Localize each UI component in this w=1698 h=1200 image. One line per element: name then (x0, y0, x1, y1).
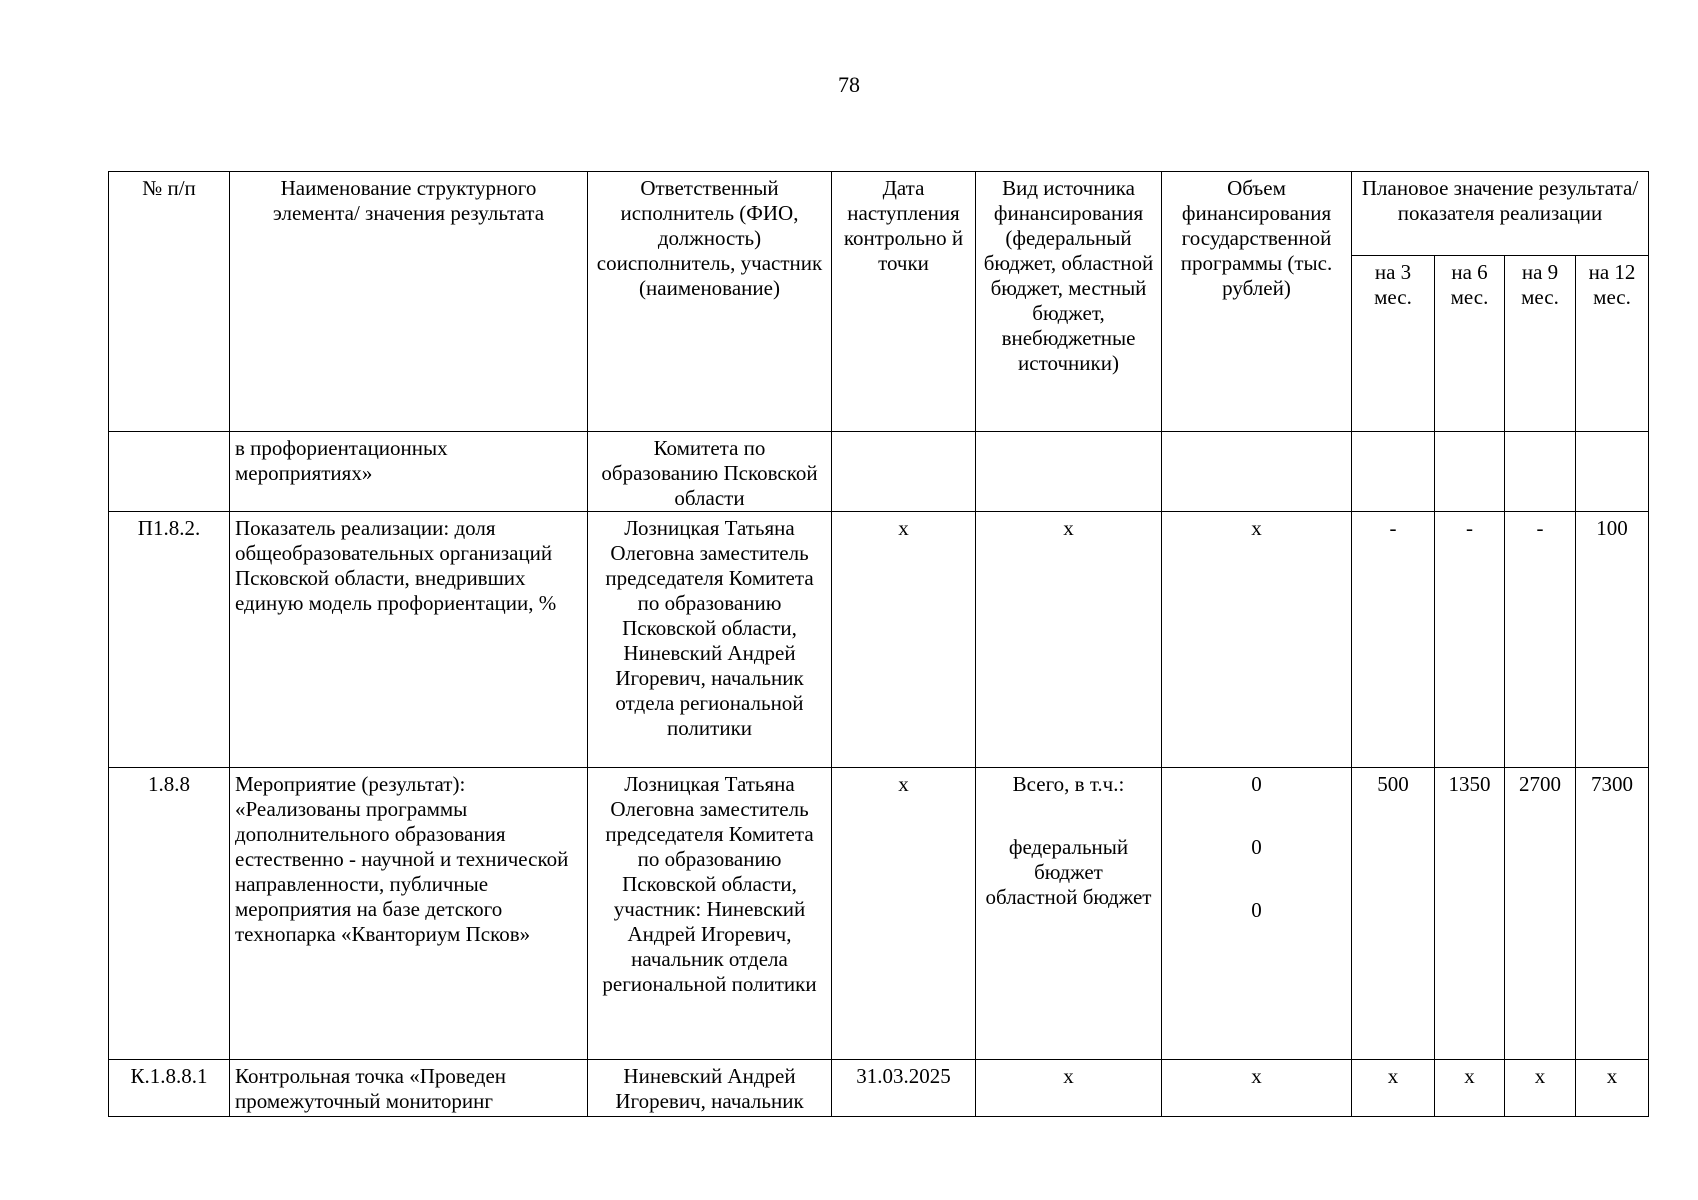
cell-name: Контрольная точка «Проведен промежуточный мониторинг (230, 1060, 588, 1117)
cell-m9 (1505, 432, 1576, 512)
cell-m9: - (1505, 512, 1576, 768)
cell-volume: х (1162, 1060, 1352, 1117)
cell-name: Мероприятие (результат): «Реализованы программы дополнительного образования естественно - научной и технической направленности, публичные мероприятия на базе детского технопарка «Кванториум Псков» (230, 768, 588, 1060)
header-m3: на 3 мес. (1352, 256, 1435, 432)
cell-m12: 7300 (1576, 768, 1649, 1060)
cell-date: х (832, 768, 976, 1060)
cell-responsible: Комитета по образованию Псковской области (588, 432, 832, 512)
page-number: 78 (838, 72, 860, 97)
cell-m3: 500 (1352, 768, 1435, 1060)
table-row (109, 1060, 1649, 1117)
cell-num: П1.8.2. (109, 512, 230, 768)
spacer (1167, 860, 1346, 898)
cell-date: х (832, 512, 976, 768)
header-row (109, 172, 1649, 256)
cell-source (976, 768, 1162, 1060)
header-volume: Объем финансирования государственной программы (тыс. рублей) (1162, 172, 1352, 432)
cell-volume (1162, 432, 1352, 512)
header-name: Наименование структурного элемента/ значения результата (230, 172, 588, 432)
header-num: № п/п (109, 172, 230, 432)
source-total: Всего, в т.ч.: (1012, 772, 1125, 796)
volume-regional: 0 (1251, 898, 1262, 922)
header-m6: на 6 мес. (1435, 256, 1505, 432)
cell-num: К.1.8.8.1 (109, 1060, 230, 1117)
cell-m9: х (1505, 1060, 1576, 1117)
volume-federal: 0 (1251, 835, 1262, 859)
source-regional: областной бюджет (985, 885, 1152, 909)
cell-source: х (976, 512, 1162, 768)
cell-m9: 2700 (1505, 768, 1576, 1060)
cell-name: Показатель реализации: доля общеобразовательных организаций Псковской области, внедривших единую модель профориентации, % (230, 512, 588, 768)
table-row (109, 768, 1649, 1060)
header-source: Вид источника финансирования (федеральный бюджет, областной бюджет, местный бюджет, внебюджетные источники) (976, 172, 1162, 432)
cell-date: 31.03.2025 (832, 1060, 976, 1117)
header-date: Дата наступления контрольно й точки (832, 172, 976, 432)
cell-responsible (588, 768, 832, 1060)
source-federal: федеральный бюджет (1008, 835, 1129, 884)
table-row (109, 432, 1649, 512)
cell-volume: х (1162, 512, 1352, 768)
responsible-executor: Лозницкая Татьяна Олеговна заместитель председателя Комитета по образованию Псковской области, (605, 772, 814, 896)
cell-m12 (1576, 432, 1649, 512)
cell-m3 (1352, 432, 1435, 512)
cell-num: 1.8.8 (109, 768, 230, 1060)
cell-m3: - (1352, 512, 1435, 768)
cell-responsible: Нинeвский Андрей Игоревич, начальник (588, 1060, 832, 1117)
cell-volume (1162, 768, 1352, 1060)
cell-m3: х (1352, 1060, 1435, 1117)
responsible-participant: участник: Нинeвский Андрей Игоревич, начальник отдела региональной политики (602, 897, 817, 996)
header-m12: на 12 мес. (1576, 256, 1649, 432)
cell-date (832, 432, 976, 512)
implementation-plan-table (108, 171, 1649, 1117)
cell-num (109, 432, 230, 512)
cell-m12: 100 (1576, 512, 1649, 768)
cell-responsible: Лозницкая Татьяна Олеговна заместитель председателя Комитета по образованию Псковской области, Нинeвский Андрей Игоревич, начальник отдела региональной политики (588, 512, 832, 768)
cell-name: в профориентационных мероприятиях» (230, 432, 588, 512)
cell-m6 (1435, 432, 1505, 512)
spacer (1167, 797, 1346, 835)
header-plan: Плановое значение результата/показателя реализации (1352, 172, 1649, 256)
cell-m6: 1350 (1435, 768, 1505, 1060)
cell-m6: - (1435, 512, 1505, 768)
cell-source (976, 432, 1162, 512)
cell-m6: х (1435, 1060, 1505, 1117)
cell-m12: х (1576, 1060, 1649, 1117)
header-responsible: Ответственный исполнитель (ФИО, должность) соисполнитель, участник (наименование) (588, 172, 832, 432)
spacer (981, 797, 1156, 835)
cell-source: х (976, 1060, 1162, 1117)
table-row (109, 512, 1649, 768)
volume-total: 0 (1251, 772, 1262, 796)
header-m9: на 9 мес. (1505, 256, 1576, 432)
